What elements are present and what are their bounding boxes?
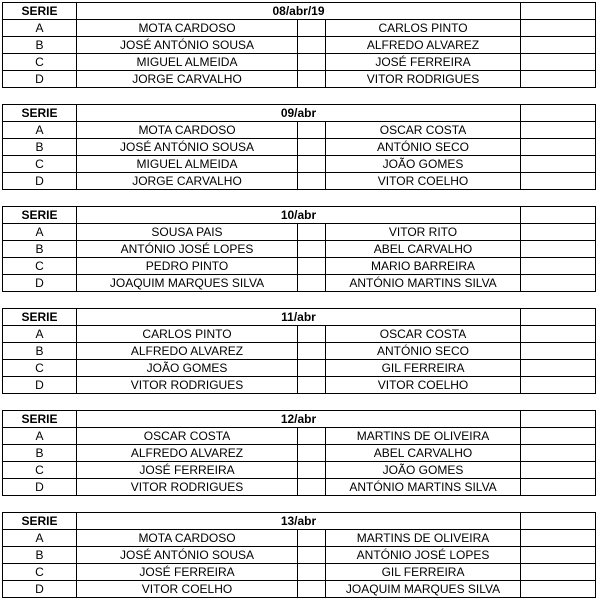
serie-cell: C xyxy=(3,54,77,71)
empty-cell xyxy=(521,207,596,224)
player-left: JOSÉ ANTÓNIO SOUSA xyxy=(77,37,298,54)
empty-cell xyxy=(521,343,596,360)
player-right: ANTÓNIO JOSÉ LOPES xyxy=(326,547,521,564)
schedule-table-4 xyxy=(2,410,596,496)
table-row xyxy=(3,258,596,275)
serie-cell: C xyxy=(3,564,77,581)
player-left: JOSÉ ANTÓNIO SOUSA xyxy=(77,139,298,156)
empty-cell xyxy=(298,530,326,547)
table-row xyxy=(3,428,596,445)
schedule-table-1 xyxy=(2,104,596,190)
empty-cell xyxy=(521,275,596,292)
empty-cell xyxy=(521,326,596,343)
empty-cell xyxy=(521,445,596,462)
table-row xyxy=(3,122,596,139)
schedule-table-2 xyxy=(2,206,596,292)
empty-cell xyxy=(298,156,326,173)
table-row xyxy=(3,547,596,564)
empty-cell xyxy=(298,71,326,88)
empty-cell xyxy=(521,105,596,122)
serie-cell: D xyxy=(3,275,77,292)
empty-cell xyxy=(521,530,596,547)
serie-cell: D xyxy=(3,581,77,598)
date-header: 10/abr xyxy=(77,207,521,224)
player-right: JOÃO GOMES xyxy=(326,156,521,173)
table-row xyxy=(3,139,596,156)
empty-cell xyxy=(298,547,326,564)
player-right: JOSÉ FERREIRA xyxy=(326,54,521,71)
player-right: JOÃO GOMES xyxy=(326,462,521,479)
serie-cell: B xyxy=(3,241,77,258)
player-left: VITOR RODRIGUES xyxy=(77,479,298,496)
empty-cell xyxy=(298,122,326,139)
player-right: ANTÓNIO SECO xyxy=(326,139,521,156)
schedule-table-5 xyxy=(2,512,596,598)
table-row xyxy=(3,530,596,547)
player-right: MARIO BARREIRA xyxy=(326,258,521,275)
serie-cell: B xyxy=(3,547,77,564)
serie-cell: A xyxy=(3,20,77,37)
empty-cell xyxy=(298,275,326,292)
table-row xyxy=(3,326,596,343)
table-row xyxy=(3,20,596,37)
serie-cell: B xyxy=(3,37,77,54)
empty-cell xyxy=(521,156,596,173)
player-left: VITOR COELHO xyxy=(77,581,298,598)
date-header: 08/abr/19 xyxy=(77,3,521,20)
empty-cell xyxy=(521,309,596,326)
table-row xyxy=(3,343,596,360)
empty-cell xyxy=(298,564,326,581)
player-left: JORGE CARVALHO xyxy=(77,173,298,190)
player-left: JOSÉ FERREIRA xyxy=(77,564,298,581)
player-right: ABEL CARVALHO xyxy=(326,241,521,258)
player-left: JOÃO GOMES xyxy=(77,360,298,377)
player-right: GIL FERREIRA xyxy=(326,360,521,377)
empty-cell xyxy=(521,513,596,530)
empty-cell xyxy=(521,547,596,564)
player-right: OSCAR COSTA xyxy=(326,122,521,139)
player-left: ANTÓNIO JOSÉ LOPES xyxy=(77,241,298,258)
table-row xyxy=(3,275,596,292)
player-left: JOAQUIM MARQUES SILVA xyxy=(77,275,298,292)
empty-cell xyxy=(298,54,326,71)
empty-cell xyxy=(298,139,326,156)
player-left: OSCAR COSTA xyxy=(77,428,298,445)
empty-cell xyxy=(521,224,596,241)
player-left: JORGE CARVALHO xyxy=(77,71,298,88)
player-right: MARTINS DE OLIVEIRA xyxy=(326,428,521,445)
empty-cell xyxy=(521,3,596,20)
serie-header: SERIE xyxy=(3,3,77,20)
player-left: PEDRO PINTO xyxy=(77,258,298,275)
serie-header: SERIE xyxy=(3,105,77,122)
schedule-table-0 xyxy=(2,2,596,88)
serie-cell: A xyxy=(3,326,77,343)
empty-cell xyxy=(298,37,326,54)
player-right: VITOR COELHO xyxy=(326,173,521,190)
player-right: VITOR COELHO xyxy=(326,377,521,394)
empty-cell xyxy=(298,377,326,394)
empty-cell xyxy=(521,258,596,275)
header-row xyxy=(3,3,596,20)
table-row xyxy=(3,479,596,496)
empty-cell xyxy=(521,122,596,139)
player-right: OSCAR COSTA xyxy=(326,326,521,343)
empty-cell xyxy=(521,581,596,598)
serie-header: SERIE xyxy=(3,207,77,224)
serie-header: SERIE xyxy=(3,513,77,530)
table-row xyxy=(3,54,596,71)
table-row xyxy=(3,564,596,581)
serie-header: SERIE xyxy=(3,309,77,326)
header-row xyxy=(3,411,596,428)
empty-cell xyxy=(298,326,326,343)
player-right: GIL FERREIRA xyxy=(326,564,521,581)
table-row xyxy=(3,462,596,479)
table-row xyxy=(3,360,596,377)
empty-cell xyxy=(521,564,596,581)
serie-cell: C xyxy=(3,462,77,479)
date-header: 11/abr xyxy=(77,309,521,326)
empty-cell xyxy=(521,139,596,156)
serie-cell: A xyxy=(3,428,77,445)
date-header: 12/abr xyxy=(77,411,521,428)
player-right: VITOR RITO xyxy=(326,224,521,241)
player-right: ANTÓNIO SECO xyxy=(326,343,521,360)
serie-cell: B xyxy=(3,445,77,462)
player-right: JOAQUIM MARQUES SILVA xyxy=(326,581,521,598)
empty-cell xyxy=(521,462,596,479)
empty-cell xyxy=(298,428,326,445)
serie-cell: D xyxy=(3,377,77,394)
player-left: MOTA CARDOSO xyxy=(77,122,298,139)
player-left: MIGUEL ALMEIDA xyxy=(77,156,298,173)
empty-cell xyxy=(521,54,596,71)
player-left: MOTA CARDOSO xyxy=(77,530,298,547)
player-left: VITOR RODRIGUES xyxy=(77,377,298,394)
table-row xyxy=(3,224,596,241)
empty-cell xyxy=(298,479,326,496)
serie-cell: D xyxy=(3,173,77,190)
player-left: MOTA CARDOSO xyxy=(77,20,298,37)
player-left: ALFREDO ALVAREZ xyxy=(77,343,298,360)
empty-cell xyxy=(521,377,596,394)
table-row xyxy=(3,377,596,394)
empty-cell xyxy=(298,224,326,241)
serie-cell: C xyxy=(3,258,77,275)
table-row xyxy=(3,445,596,462)
header-row xyxy=(3,513,596,530)
header-row xyxy=(3,207,596,224)
schedule-table-3 xyxy=(2,308,596,394)
serie-cell: D xyxy=(3,71,77,88)
header-row xyxy=(3,105,596,122)
empty-cell xyxy=(298,462,326,479)
serie-cell: A xyxy=(3,530,77,547)
empty-cell xyxy=(521,360,596,377)
serie-header: SERIE xyxy=(3,411,77,428)
player-right: ANTÓNIO MARTINS SILVA xyxy=(326,479,521,496)
empty-cell xyxy=(298,360,326,377)
serie-cell: B xyxy=(3,343,77,360)
table-row xyxy=(3,37,596,54)
serie-cell: C xyxy=(3,360,77,377)
empty-cell xyxy=(521,71,596,88)
date-header: 09/abr xyxy=(77,105,521,122)
table-row xyxy=(3,581,596,598)
serie-cell: A xyxy=(3,224,77,241)
empty-cell xyxy=(298,581,326,598)
table-row xyxy=(3,173,596,190)
serie-cell: A xyxy=(3,122,77,139)
player-left: CARLOS PINTO xyxy=(77,326,298,343)
header-row xyxy=(3,309,596,326)
empty-cell xyxy=(521,241,596,258)
player-left: ALFREDO ALVAREZ xyxy=(77,445,298,462)
serie-cell: D xyxy=(3,479,77,496)
player-right: ABEL CARVALHO xyxy=(326,445,521,462)
empty-cell xyxy=(298,241,326,258)
player-right: VITOR RODRIGUES xyxy=(326,71,521,88)
table-row xyxy=(3,156,596,173)
empty-cell xyxy=(521,411,596,428)
player-left: SOUSA PAIS xyxy=(77,224,298,241)
empty-cell xyxy=(298,173,326,190)
player-left: JOSÉ ANTÓNIO SOUSA xyxy=(77,547,298,564)
player-right: ALFREDO ALVAREZ xyxy=(326,37,521,54)
empty-cell xyxy=(298,258,326,275)
empty-cell xyxy=(521,37,596,54)
serie-cell: B xyxy=(3,139,77,156)
player-left: MIGUEL ALMEIDA xyxy=(77,54,298,71)
table-row xyxy=(3,241,596,258)
player-right: CARLOS PINTO xyxy=(326,20,521,37)
player-right: ANTÓNIO MARTINS SILVA xyxy=(326,275,521,292)
empty-cell xyxy=(298,343,326,360)
empty-cell xyxy=(521,479,596,496)
empty-cell xyxy=(298,20,326,37)
empty-cell xyxy=(521,428,596,445)
player-right: MARTINS DE OLIVEIRA xyxy=(326,530,521,547)
date-header: 13/abr xyxy=(77,513,521,530)
empty-cell xyxy=(298,445,326,462)
serie-cell: C xyxy=(3,156,77,173)
empty-cell xyxy=(521,173,596,190)
empty-cell xyxy=(521,20,596,37)
table-row xyxy=(3,71,596,88)
player-left: JOSÉ FERREIRA xyxy=(77,462,298,479)
